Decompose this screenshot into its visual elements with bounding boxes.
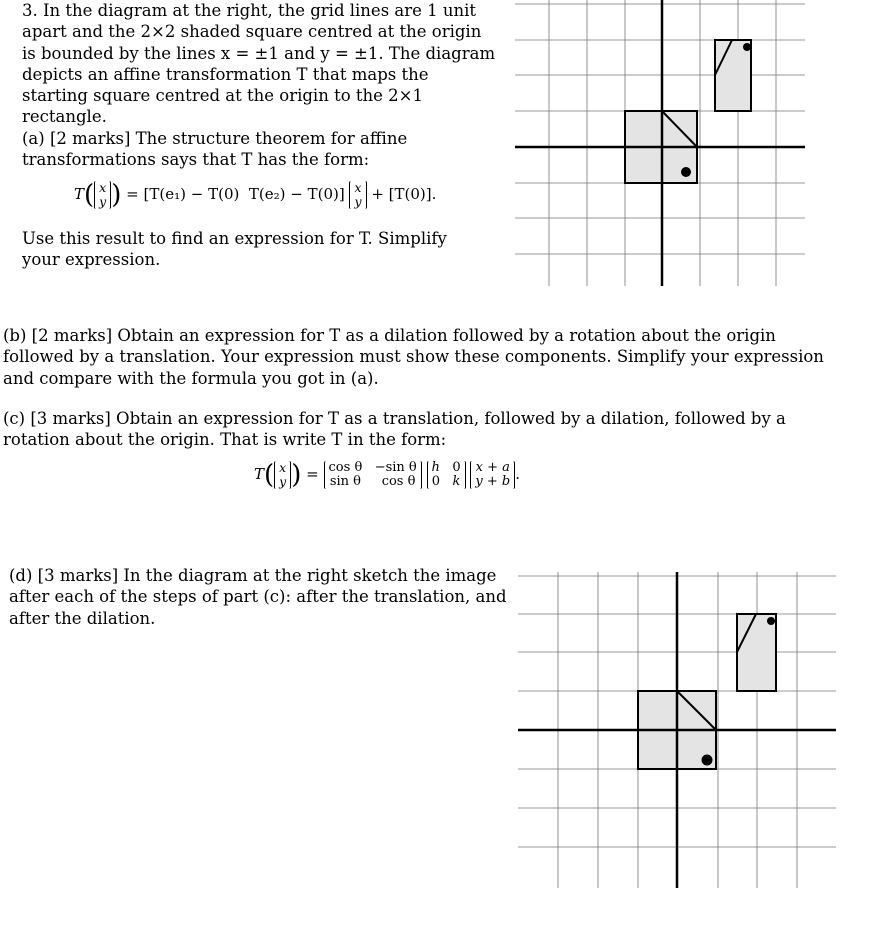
square-marker-dot <box>702 755 713 766</box>
formula-equals: = <box>126 185 139 203</box>
formula-col1: [T(e₁) − T(0) <box>143 185 240 203</box>
part-b-text: (b) [2 marks] Obtain an expression for T as a dilation followed by a rotation about the origin followed by a translation. Your expression must show these components. Simplify your expression and compare with the formula you got in (a). <box>3 326 824 388</box>
dilation-matrix: h 0 0 k <box>427 461 466 489</box>
input-vector: x y <box>94 181 111 209</box>
formula-col2: T(e₂) − T(0)] <box>248 185 345 203</box>
axes <box>518 572 836 888</box>
diagram-bottom <box>518 572 838 892</box>
rectangle-marker-dot <box>767 617 775 625</box>
input-vector: x y <box>274 461 291 489</box>
part-a-text: (a) [2 marks] The structure theorem for affine transformations says that T has the form: <box>22 129 408 170</box>
question-intro: 3. In the diagram at the right, the grid lines are 1 unit apart and the 2×2 shaded square centred at the origin is bounded by the lines x = ±1 and y = ±1. The diagram depicts an affine transformation T that maps the starting square centred at the origin to the 2×1 rectangle. <box>22 1 496 127</box>
image-rectangle <box>737 614 776 691</box>
decomposition-formula: T( x y ) = cos θ −sin θ sin θ cos θ h 0 0 k x + a y + b . <box>254 460 520 490</box>
square-marker-dot <box>681 167 691 177</box>
formula-func: T <box>74 185 85 203</box>
structure-theorem-formula: T( x y ) = [T(e₁) − T(0) T(e₂) − T(0)] x y + [T(0)]. <box>74 180 437 210</box>
part-a-followup: Use this result to find an expression for T. Simplify your expression. <box>22 229 447 270</box>
rectangle-marker-dot <box>743 43 751 51</box>
formula-vector: x y <box>349 181 366 209</box>
formula-translation: + [T(0)]. <box>371 185 437 203</box>
part-d-text: (d) [3 marks] In the diagram at the right sketch the image after each of the steps of part (c): after the translation, and after the dilation. <box>9 566 507 628</box>
diagram-top <box>515 0 815 290</box>
translated-vector: x + a y + b <box>470 461 515 489</box>
part-c-text: (c) [3 marks] Obtain an expression for T as a translation, followed by a dilation, followed by a rotation about the origin. That is write T in the form: <box>3 409 786 450</box>
rotation-matrix: cos θ −sin θ sin θ cos θ <box>324 461 422 489</box>
